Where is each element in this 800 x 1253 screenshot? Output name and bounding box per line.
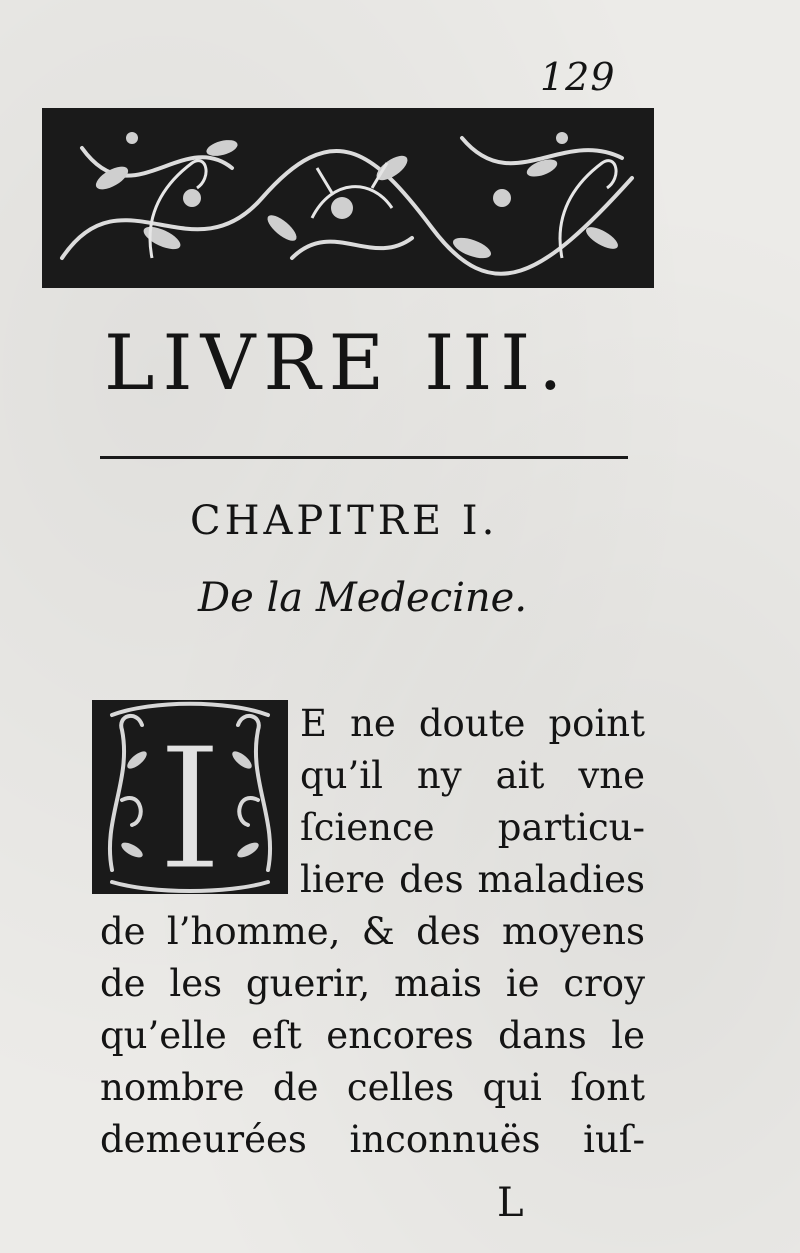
- page-number: 129: [540, 55, 616, 99]
- drop-cap-letter: I: [156, 711, 224, 894]
- body-line-3: ſcience particu-: [300, 806, 645, 849]
- body-line-5: de l’homme, & des moyens: [100, 910, 645, 953]
- body-line-7: qu’elle eſt encores dans le: [100, 1014, 645, 1057]
- body-line-1: E ne doute point: [300, 702, 645, 745]
- drop-cap-initial: [92, 700, 288, 894]
- title-rule: [100, 456, 628, 459]
- chapter-title: CHAPITRE I.: [190, 498, 499, 544]
- body-line-8: nombre de celles qui ſont: [100, 1066, 645, 1109]
- chapter-subtitle: De la Medecine.: [198, 575, 528, 621]
- floral-headpiece-ornament: [42, 108, 654, 288]
- body-line-6: de les guerir, mais ie croy: [100, 962, 645, 1005]
- body-line-2: qu’il ny ait vne: [300, 754, 645, 797]
- body-line-9: demeurées inconnuës iuſ-: [100, 1118, 645, 1161]
- signature-mark: L: [497, 1180, 524, 1226]
- body-line-4: liere des maladies: [300, 858, 645, 901]
- book-title: LIVRE III.: [104, 318, 571, 407]
